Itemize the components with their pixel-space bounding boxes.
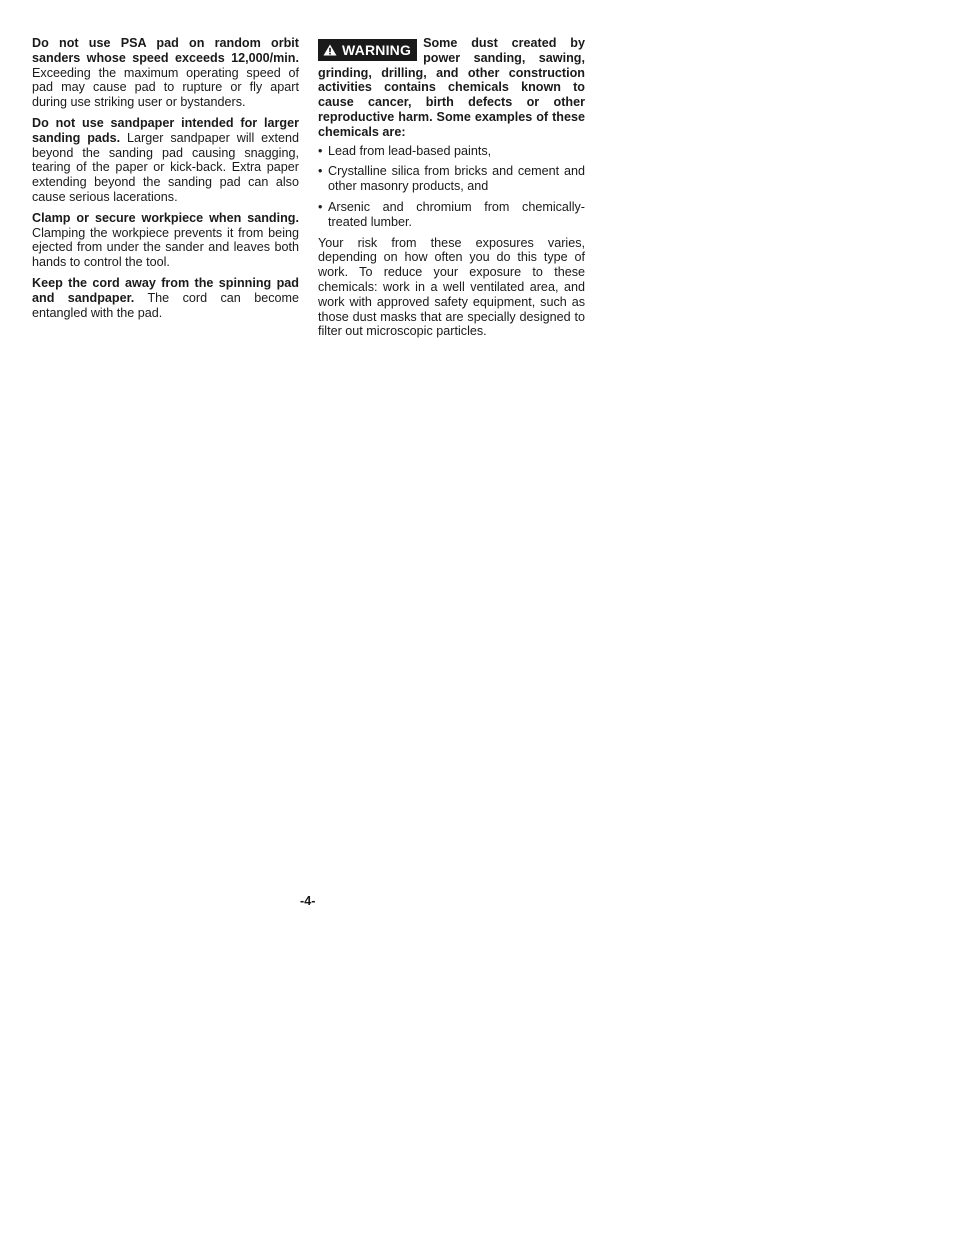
- paragraph-body: The cord can become entangled with the pad.: [32, 290, 299, 320]
- paragraph-body: Clamping the workpiece prevents it from being ejected from under the sander and leaves both hands to control the tool.: [32, 225, 299, 270]
- paragraph-heading: Do not use sandpaper intended for larger sanding pads.: [32, 115, 299, 145]
- warning-badge: [318, 39, 417, 61]
- paragraph-clamp-workpiece: [32, 211, 299, 270]
- paragraph-heading: Do not use PSA pad on random orbit sanders whose speed exceeds 12,000/min.: [32, 36, 299, 65]
- warning-intro: Some dust created by power sanding, sawing, grinding, drilling, and other construction activities contains chemicals known to cause cancer, birth defects or other reproductive harm. Some examples of these chemicals are:: [318, 36, 585, 139]
- list-item: • Lead from lead-based paints,: [318, 144, 585, 159]
- paragraph-body: Exceeding the maximum operating speed of pad may cause pad to rupture or fly apart during use striking user or bystanders.: [32, 65, 299, 110]
- paragraph-heading: Keep the cord away from the spinning pad and sandpaper.: [32, 275, 299, 305]
- list-item: • Crystalline silica from bricks and cement and other masonry products, and: [318, 164, 585, 194]
- paragraph-body: Larger sandpaper will extend beyond the sanding pad causing snagging, tearing of the paper or kick-back. Extra paper extending beyond the sanding pad can also cause serious lacerations.: [32, 130, 299, 204]
- paragraph-sandpaper: [32, 116, 299, 205]
- paragraph-heading: Clamp or secure workpiece when sanding.: [32, 210, 299, 225]
- paragraph-psa-pad: [32, 36, 299, 110]
- warning-label: WARNING: [342, 42, 412, 58]
- right-column: [318, 36, 585, 345]
- paragraph-cord: [32, 276, 299, 320]
- list-item: • Arsenic and chromium from chemically-treated lumber.: [318, 200, 585, 230]
- warning-block: [318, 36, 585, 140]
- left-column: [32, 36, 299, 326]
- page-number: -4-: [300, 894, 316, 908]
- exposure-paragraph: Your risk from these exposures varies, depending on how often you do this type of work. To reduce your exposure to these chemicals: work in a well ventilated area, and work with approved safety equipment, such as those dust masks that are specially designed to filter out microscopic particles.: [318, 235, 585, 339]
- warning-triangle-icon: [323, 44, 337, 56]
- chemical-list: [318, 144, 585, 230]
